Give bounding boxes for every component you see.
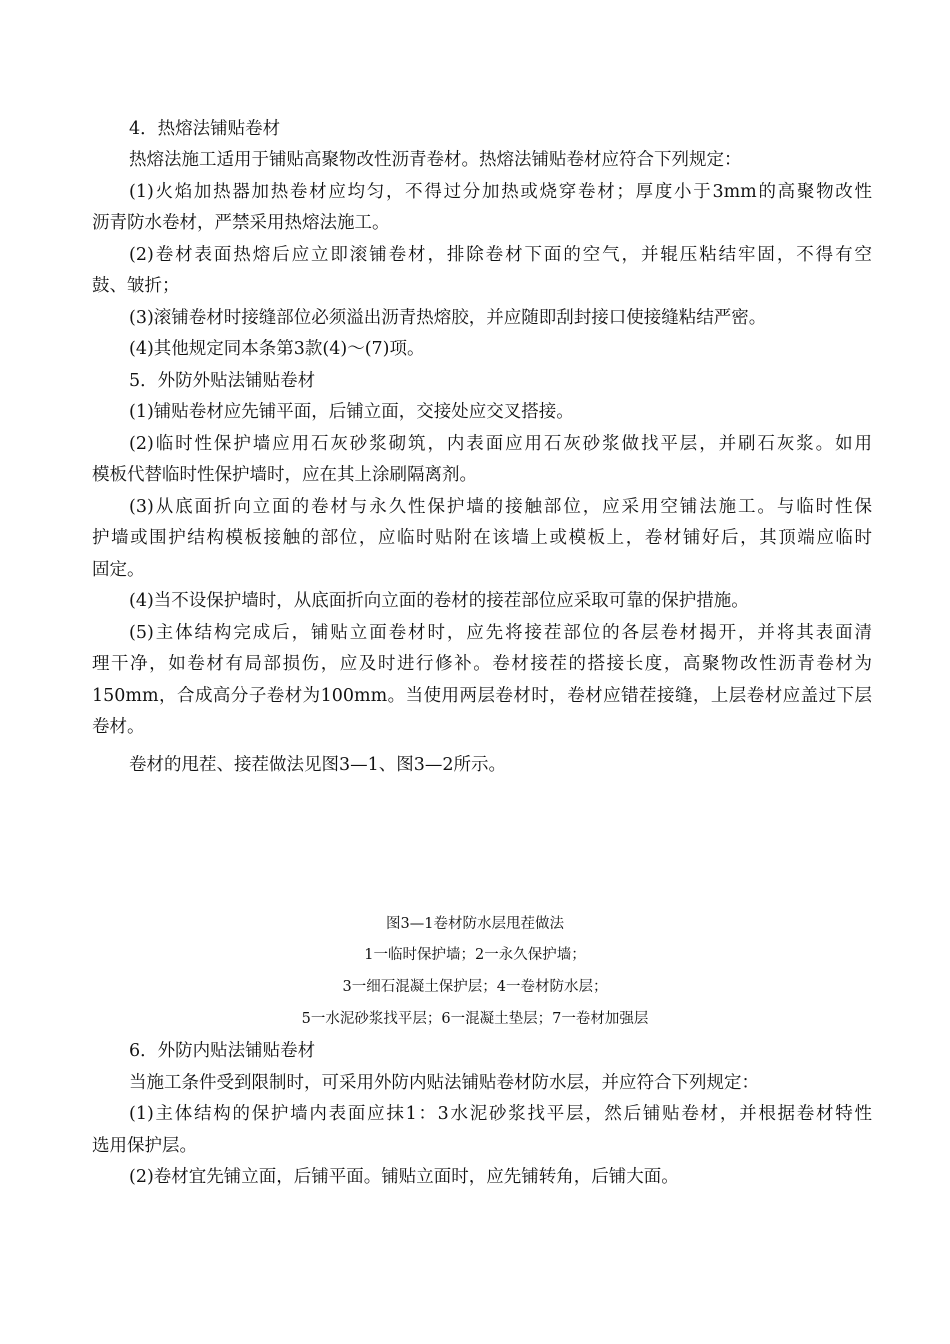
section-6-item-1-line-1: (1)主体结构的保护墙内表面应抹1：3水泥砂浆找平层，然后铺贴卷材，并根据卷材特性 [129, 1104, 872, 1124]
section-4-item-2-line-1: (2)卷材表面热熔后应立即滚铺卷材，排除卷材下面的空气，并辊压粘结牢固，不得有空 [129, 245, 872, 265]
section-5-item-3-line-3: 固定。 [92, 560, 145, 580]
section-6-item-2: (2)卷材宜先铺立面，后铺平面。铺贴立面时，应先铺转角，后铺大面。 [129, 1167, 679, 1187]
section-5-item-4: (4)当不设保护墙时，从底面折向立面的卷材的接茬部位应采取可靠的保护措施。 [129, 591, 749, 611]
section-5-item-5-line-2: 理干净，如卷材有局部损伤，应及时进行修补。卷材接茬的搭接长度，高聚物改性沥青卷材为 [92, 654, 872, 674]
section-4-item-1-line-1: (1)火焰加热器加热卷材应均匀，不得过分加热或烧穿卷材；厚度小于3mm的高聚物改性 [129, 182, 872, 202]
section-5-item-3-line-1: (3)从底面折向立面的卷材与永久性保护墙的接触部位，应采用空铺法施工。与临时性保 [129, 497, 872, 517]
section-6-heading: 6．外防内贴法铺贴卷材 [129, 1041, 316, 1061]
figure-legend-line-2: 3一细石混凝土保护层；4一卷材防水层； [342, 979, 608, 995]
figure-title: 图3—1卷材防水层甩茬做法 [386, 916, 564, 932]
section-4-heading: 4．热熔法铺贴卷材 [129, 119, 281, 139]
section-5-note: 卷材的甩茬、接茬做法见图3—1、图3—2所示。 [129, 755, 507, 775]
section-5-item-2-line-1: (2)临时性保护墙应用石灰砂浆砌筑，内表面应用石灰砂浆做找平层，并刷石灰浆。如用 [129, 434, 872, 454]
section-5-item-3-line-2: 护墙或围护结构模板接触的部位，应临时贴附在该墙上或模板上，卷材铺好后，其顶端应临时 [92, 528, 872, 548]
section-4-item-1-line-2: 沥青防水卷材，严禁采用热熔法施工。 [92, 213, 390, 233]
figure-legend-line-3: 5一水泥砂浆找平层；6一混凝土垫层；7一卷材加强层 [301, 1011, 649, 1027]
figure-legend-line-1: 1一临时保护墙；2一永久保护墙； [364, 947, 586, 963]
section-5-heading: 5．外防外贴法铺贴卷材 [129, 371, 316, 391]
section-5-item-5-line-4: 卷材。 [92, 717, 145, 737]
section-6-item-1-line-2: 选用保护层。 [92, 1136, 197, 1156]
section-4-item-2-line-2: 鼓、皱折； [92, 276, 180, 296]
section-4-item-3: (3)滚铺卷材时接缝部位必须溢出沥青热熔胶，并应随即刮封接口使接缝粘结严密。 [129, 308, 767, 328]
section-5-item-5-line-3: 150mm，合成高分子卷材为100mm。当使用两层卷材时，卷材应错茬接缝，上层卷材应盖过下层 [92, 686, 872, 706]
section-4-item-4: (4)其他规定同本条第3款(4)～(7)项。 [129, 339, 425, 359]
section-4-intro: 热熔法施工适用于铺贴高聚物改性沥青卷材。热熔法铺贴卷材应符合下列规定： [129, 150, 742, 170]
section-5-item-2-line-2: 模板代替临时性保护墙时，应在其上涂刷隔离剂。 [92, 465, 477, 485]
section-6-intro: 当施工条件受到限制时，可采用外防内贴法铺贴卷材防水层，并应符合下列规定： [129, 1073, 759, 1093]
section-5-item-5-line-1: (5)主体结构完成后，铺贴立面卷材时，应先将接茬部位的各层卷材揭开，并将其表面清 [129, 623, 872, 643]
section-5-item-1: (1)铺贴卷材应先铺平面，后铺立面，交接处应交叉搭接。 [129, 402, 574, 422]
